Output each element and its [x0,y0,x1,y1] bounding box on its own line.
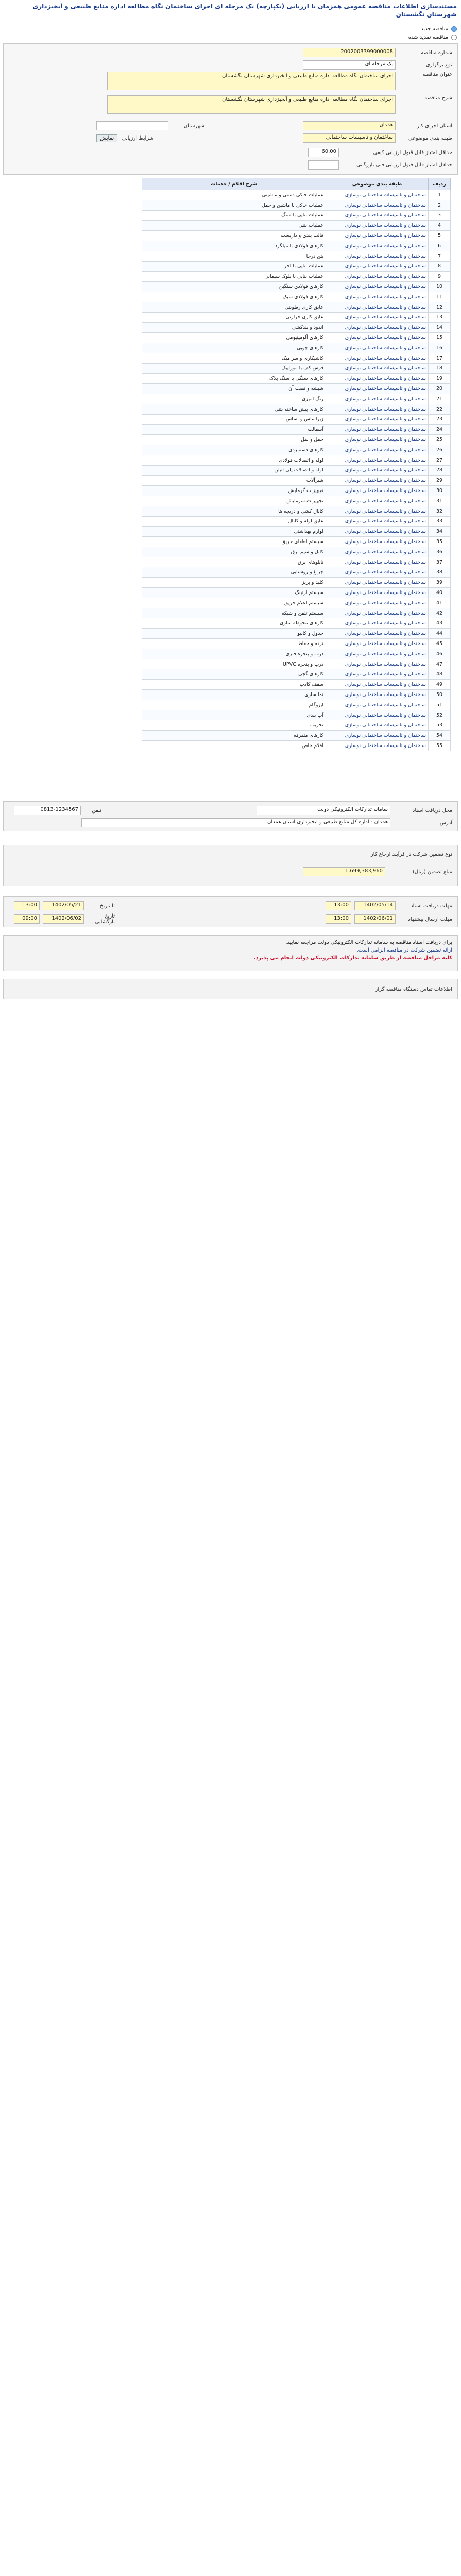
row-title: کانال کشی و دریچه ها [142,506,326,516]
table-row [142,425,451,435]
row-code: ساختمان و تاسیسات ساختمانی نوسازی [326,465,429,476]
table-row [142,312,451,323]
phone-label: تلفن [92,807,101,814]
table-row [142,618,451,629]
table-row [142,496,451,506]
row-number: 42 [429,608,451,618]
row-title: اقلام خاص [142,741,326,751]
table-header-row [142,178,451,190]
row-number: 44 [429,629,451,639]
row-code: ساختمان و تاسیسات ساختمانی نوسازی [326,649,429,659]
time1-field: 13:00 [326,901,351,910]
row-title: کارهای محوطه سازی [142,618,326,629]
row-code: ساختمان و تاسیسات ساختمانی نوسازی [326,231,429,241]
row-number: 2 [429,200,451,210]
opening-field: 1402/06/02 [43,914,84,924]
row-number: 30 [429,486,451,496]
row-code: ساختمان و تاسیسات ساختمانی نوسازی [326,486,429,496]
table-row [142,445,451,455]
table-row [142,200,451,210]
table-row [142,669,451,680]
row-code: ساختمان و تاسیسات ساختمانی نوسازی [326,506,429,516]
table-row [142,414,451,425]
row-code: ساختمان و تاسیسات ساختمانی نوسازی [326,547,429,557]
row-title: عملیات بنایی با سنگ [142,210,326,221]
city-field [96,121,168,130]
row-title: فرش کف با موزاییک [142,363,326,374]
row-code: ساختمان و تاسیسات ساختمانی نوسازی [326,292,429,302]
row-code: ساختمان و تاسیسات ساختمانی نوسازی [326,241,429,251]
row-number: 50 [429,690,451,700]
submit-end-label: مهلت ارسال پیشنهاد [408,916,452,922]
row-number: 24 [429,425,451,435]
status-previous-label: مناقصه تمدید شده [408,34,448,40]
table-row [142,557,451,567]
col-row-header: ردیف [429,178,451,190]
row-code: ساختمان و تاسیسات ساختمانی نوسازی [326,639,429,649]
row-code: ساختمان و تاسیسات ساختمانی نوسازی [326,527,429,537]
note-line-1: برای دریافت اسناد مناقصه به سامانه تدارکات الکترونیکی دولت مراجعه نمایید. [285,940,452,945]
row-title: حمل و نقل [142,435,326,445]
row-code: ساختمان و تاسیسات ساختمانی نوسازی [326,690,429,700]
row-number: 15 [429,333,451,343]
row-number: 51 [429,700,451,710]
row-title: سیستم تلفن و شبکه [142,608,326,618]
table-row [142,465,451,476]
status-panel [302,25,457,41]
row-title: نما سازی [142,690,326,700]
row-number: 55 [429,741,451,751]
row-title: آب بندی [142,710,326,720]
row-title: عایق لوله و کانال [142,516,326,527]
row-number: 31 [429,496,451,506]
status-current-label: مناقصه جدید [421,26,448,32]
row-code: ساختمان و تاسیسات ساختمانی نوسازی [326,629,429,639]
row-number: 17 [429,353,451,363]
row-title: کارهای آلومینیومی [142,333,326,343]
table-row [142,210,451,221]
table-row [142,516,451,527]
row-title: اندود و بندکشی [142,323,326,333]
row-code: ساختمان و تاسیسات ساختمانی نوسازی [326,700,429,710]
row-title: عملیات خاکی با ماشین و حمل [142,200,326,210]
row-number: 45 [429,639,451,649]
table-row [142,374,451,384]
row-code: ساختمان و تاسیسات ساختمانی نوسازی [326,557,429,567]
row-number: 49 [429,680,451,690]
row-title: عملیات بتنی [142,221,326,231]
submit-end-field: 1402/06/01 [354,914,396,924]
row-number: 26 [429,445,451,455]
table-row [142,629,451,639]
row-code: ساختمان و تاسیسات ساختمانی نوسازی [326,476,429,486]
table-row [142,741,451,751]
row-number: 36 [429,547,451,557]
table-row [142,659,451,669]
radio-off-icon[interactable] [451,35,457,40]
row-code: ساختمان و تاسیسات ساختمانی نوسازی [326,394,429,404]
status-current[interactable] [302,25,457,33]
table-row [142,323,451,333]
table-row [142,700,451,710]
row-number: 3 [429,210,451,221]
receive-place-label: محل دریافت اسناد [412,807,452,814]
row-code: ساختمان و تاسیسات ساختمانی نوسازی [326,731,429,741]
row-code: ساختمان و تاسیسات ساختمانی نوسازی [326,323,429,333]
evaluation-label: شرایط ارزیابی [122,135,154,141]
table-row [142,710,451,720]
category-label: طبقه بندی موضوعی [408,135,452,141]
row-title: رنگ آمیزی [142,394,326,404]
row-code: ساختمان و تاسیسات ساختمانی نوسازی [326,537,429,547]
row-title: جدول و کانیو [142,629,326,639]
description-field: اجرای ساختمان نگاه مطالعه اداره منابع طبیعی و آبخیزداری شهرستان نگشستان [107,95,396,114]
row-number: 46 [429,649,451,659]
row-number: 11 [429,292,451,302]
table-row [142,598,451,608]
row-title: قالب بندی و داربست [142,231,326,241]
row-number: 20 [429,384,451,394]
quality-min-label: حداقل امتیاز قابل قبول ارزیابی کیفی [373,149,452,156]
col-title-header: شرح اقلام / خدمات [142,178,326,190]
notes-section [3,935,458,971]
row-number: 7 [429,251,451,261]
guarantee-amount-field: 1,699,383,960 [303,867,385,876]
row-title: کابل و سیم برق [142,547,326,557]
row-number: 1 [429,190,451,200]
table-row [142,343,451,353]
row-number: 32 [429,506,451,516]
address-field: همدان - اداره کل منابع طبیعی و آبخیزداری استان همدان [81,818,390,827]
row-number: 13 [429,312,451,323]
row-title: عملیات بنایی با آجر [142,261,326,272]
footer-section [3,979,458,999]
table-row [142,272,451,282]
row-title: لوله و اتصالات فولادی [142,455,326,465]
table-row [142,231,451,241]
row-title: کلید و پریز [142,578,326,588]
tender-type-field: یک مرحله ای [303,60,396,70]
row-number: 19 [429,374,451,384]
table-row [142,241,451,251]
row-title: کارهای فولادی با میلگرد [142,241,326,251]
table-row [142,221,451,231]
row-number: 5 [429,231,451,241]
row-title: کارهای سنگی با سنگ پلاک [142,374,326,384]
row-title: عایق کاری رطوبتی [142,302,326,312]
note-line-2: ارائه تضمین شرکت در مناقصه الزامی است. [356,947,452,953]
row-title: شیشه و نصب آن [142,384,326,394]
table-row [142,261,451,272]
province-field: همدان [303,121,396,130]
description-label: شرح مناقصه [424,95,452,101]
row-code: ساختمان و تاسیسات ساختمانی نوسازی [326,282,429,292]
phone-field: 0813-1234567 [14,806,81,815]
table-row [142,190,451,200]
tender-number-label: شماره مناقصه [421,49,452,56]
row-code: ساختمان و تاسیسات ساختمانی نوسازی [326,414,429,425]
row-title: زیراساس و اساس [142,414,326,425]
row-number: 8 [429,261,451,272]
evaluation-view-button[interactable]: نمایش [96,134,117,142]
table-row [142,680,451,690]
row-number: 29 [429,476,451,486]
row-number: 4 [429,221,451,231]
time3-field: 13:00 [326,914,351,924]
doc-sale-end-field: 1402/05/21 [43,901,84,910]
time2-field: 13:00 [14,901,40,910]
row-number: 38 [429,567,451,578]
table-row [142,404,451,414]
row-code: ساختمان و تاسیسات ساختمانی نوسازی [326,210,429,221]
table-row [142,578,451,588]
footer-text: اطلاعات تماس دستگاه مناقصه گزار [375,986,452,992]
table-row [142,731,451,741]
table-row [142,588,451,598]
row-number: 22 [429,404,451,414]
row-number: 18 [429,363,451,374]
title-field: اجرای ساختمان نگاه مطالعه اداره منابع طبیعی و آبخیزداری شهرستان نگشستان [107,72,396,90]
table-row [142,353,451,363]
row-number: 40 [429,588,451,598]
row-code: ساختمان و تاسیسات ساختمانی نوسازی [326,720,429,731]
row-number: 37 [429,557,451,567]
col-code-header: طبقه بندی موضوعی [326,178,429,190]
tender-number-field: 2002003399000008 [303,48,396,57]
row-code: ساختمان و تاسیسات ساختمانی نوسازی [326,261,429,272]
row-number: 28 [429,465,451,476]
category-field: ساختمان و تاسیسات ساختمانی [303,133,396,143]
table-row [142,527,451,537]
row-title: کارهای متفرقه [142,731,326,741]
row-code: ساختمان و تاسیسات ساختمانی نوسازی [326,588,429,598]
row-title: درب و پنجره UPVC [142,659,326,669]
row-code: ساختمان و تاسیسات ساختمانی نوسازی [326,190,429,200]
city-label: شهرستان [183,123,204,129]
row-number: 16 [429,343,451,353]
quality-min-field: 60.00 [308,148,339,157]
row-number: 48 [429,669,451,680]
row-title: کارهای فولادی سبک [142,292,326,302]
row-code: ساختمان و تاسیسات ساختمانی نوسازی [326,312,429,323]
row-title: شیرآلات [142,476,326,486]
row-code: ساختمان و تاسیسات ساختمانی نوسازی [326,200,429,210]
title-label: عنوان مناقصه [422,72,452,77]
row-title: چراغ و روشنایی [142,567,326,578]
row-code: ساختمان و تاسیسات ساختمانی نوسازی [326,384,429,394]
table-row [142,639,451,649]
row-title: سقف کاذب [142,680,326,690]
table-row [142,302,451,312]
row-number: 43 [429,618,451,629]
table-row [142,384,451,394]
row-number: 21 [429,394,451,404]
row-title: کارهای چوبی [142,343,326,353]
table-row [142,394,451,404]
row-code: ساختمان و تاسیسات ساختمانی نوسازی [326,251,429,261]
row-title: عملیات بنایی با بلوک سیمانی [142,272,326,282]
row-code: ساختمان و تاسیسات ساختمانی نوسازی [326,669,429,680]
row-title: آسفالت [142,425,326,435]
row-title: سیستم اعلام حریق [142,598,326,608]
table-row [142,537,451,547]
row-number: 12 [429,302,451,312]
tender-type-label: نوع برگزاری [425,62,452,68]
row-code: ساختمان و تاسیسات ساختمانی نوسازی [326,741,429,751]
row-code: ساختمان و تاسیسات ساختمانی نوسازی [326,659,429,669]
row-number: 6 [429,241,451,251]
row-code: ساختمان و تاسیسات ساختمانی نوسازی [326,496,429,506]
row-number: 34 [429,527,451,537]
row-code: ساختمان و تاسیسات ساختمانی نوسازی [326,363,429,374]
row-code: ساختمان و تاسیسات ساختمانی نوسازی [326,333,429,343]
row-code: ساختمان و تاسیسات ساختمانی نوسازی [326,578,429,588]
row-number: 47 [429,659,451,669]
row-code: ساختمان و تاسیسات ساختمانی نوسازی [326,404,429,414]
row-code: ساختمان و تاسیسات ساختمانی نوسازی [326,516,429,527]
tender-info-frame [3,43,458,175]
row-code: ساختمان و تاسیسات ساختمانی نوسازی [326,343,429,353]
guarantee-section [3,845,458,886]
table-row [142,690,451,700]
doc-sale-start-label: مهلت دریافت اسناد [411,903,452,909]
row-title: سیستم اطفای حریق [142,537,326,547]
row-title: نرده و حفاظ [142,639,326,649]
opening-label: تاریخ بازگشایی [95,913,115,925]
row-code: ساختمان و تاسیسات ساختمانی نوسازی [326,445,429,455]
row-title: کارهای فولادی سنگین [142,282,326,292]
row-number: 27 [429,455,451,465]
row-code: ساختمان و تاسیسات ساختمانی نوسازی [326,272,429,282]
row-number: 14 [429,323,451,333]
row-title: تجهیزات گرمایش [142,486,326,496]
guarantee-title-label: نوع تضمین شرکت در فرآیند ارجاع کار [370,851,452,857]
row-title: سیستم ارتینگ [142,588,326,598]
address-label: آدرس [439,820,452,826]
doc-sale-start-field: 1402/05/14 [354,901,396,910]
row-number: 9 [429,272,451,282]
row-title: تجهیزات سرمایش [142,496,326,506]
row-number: 23 [429,414,451,425]
row-title: درب و پنجره فلزی [142,649,326,659]
row-number: 33 [429,516,451,527]
row-code: ساختمان و تاسیسات ساختمانی نوسازی [326,353,429,363]
page-title: مستندسازی اطلاعات مناقصه عمومی همزمان با ارزیابی (یکپارچه) یک مرحله ای اجرای ساختمان نگاه مطالعه اداره منابع طبیعی و آبخیزداری شهرستان نگشستان [0,0,461,23]
technical-min-label: حداقل امتیاز قابل قبول ارزیابی فنی بازرگانی [356,162,452,168]
doc-receive-section [3,801,458,831]
row-number: 41 [429,598,451,608]
row-code: ساختمان و تاسیسات ساختمانی نوسازی [326,680,429,690]
row-code: ساختمان و تاسیسات ساختمانی نوسازی [326,710,429,720]
table-row [142,608,451,618]
row-number: 35 [429,537,451,547]
row-title: تخریب [142,720,326,731]
items-table [142,178,451,751]
row-code: ساختمان و تاسیسات ساختمانی نوسازی [326,435,429,445]
row-number: 39 [429,578,451,588]
row-title: ایزوگام [142,700,326,710]
table-row [142,333,451,343]
row-code: ساختمان و تاسیسات ساختمانی نوسازی [326,302,429,312]
receive-place-field: سامانه تدارکات الکترونیکی دولت [257,806,390,815]
row-title: کارهای گچی [142,669,326,680]
province-label: استان اجرای کار [417,123,452,129]
row-title: عایق کاری حرارتی [142,312,326,323]
row-number: 53 [429,720,451,731]
row-code: ساختمان و تاسیسات ساختمانی نوسازی [326,455,429,465]
table-row [142,292,451,302]
table-row [142,567,451,578]
table-row [142,435,451,445]
time4-field: 09:00 [14,914,40,924]
row-number: 54 [429,731,451,741]
row-title: کارهای دستمزدی [142,445,326,455]
row-code: ساختمان و تاسیسات ساختمانی نوسازی [326,374,429,384]
table-row [142,486,451,496]
row-number: 10 [429,282,451,292]
row-code: ساختمان و تاسیسات ساختمانی نوسازی [326,425,429,435]
table-row [142,363,451,374]
row-number: 52 [429,710,451,720]
status-previous[interactable] [302,33,457,41]
table-row [142,282,451,292]
doc-sale-end-label: تا تاریخ [100,903,115,909]
technical-min-field [308,160,339,170]
row-title: عملیات خاکی دستی و ماشینی [142,190,326,200]
table-row [142,547,451,557]
row-title: بتن درجا [142,251,326,261]
table-row [142,649,451,659]
row-title: لوازم بهداشتی [142,527,326,537]
guarantee-amount-label: مبلغ تضمین (ریال) [413,869,452,875]
note-warning: کلیه مراحل مناقصه از طریق سامانه تدارکات الکترونیکی دولت انجام می پذیرد. [253,955,452,961]
row-code: ساختمان و تاسیسات ساختمانی نوسازی [326,221,429,231]
row-title: کارهای پیش ساخته بتنی [142,404,326,414]
row-code: ساختمان و تاسیسات ساختمانی نوسازی [326,608,429,618]
row-title: لوله و اتصالات پلی اتیلن [142,465,326,476]
table-row [142,506,451,516]
table-row [142,476,451,486]
row-number: 25 [429,435,451,445]
row-title: کاشیکاری و سرامیک [142,353,326,363]
row-code: ساختمان و تاسیسات ساختمانی نوسازی [326,598,429,608]
dates-section [3,896,458,927]
row-code: ساختمان و تاسیسات ساختمانی نوسازی [326,618,429,629]
row-code: ساختمان و تاسیسات ساختمانی نوسازی [326,567,429,578]
table-row [142,720,451,731]
table-row [142,455,451,465]
table-row [142,251,451,261]
radio-on-icon[interactable] [451,26,457,32]
row-title: تابلوهای برق [142,557,326,567]
